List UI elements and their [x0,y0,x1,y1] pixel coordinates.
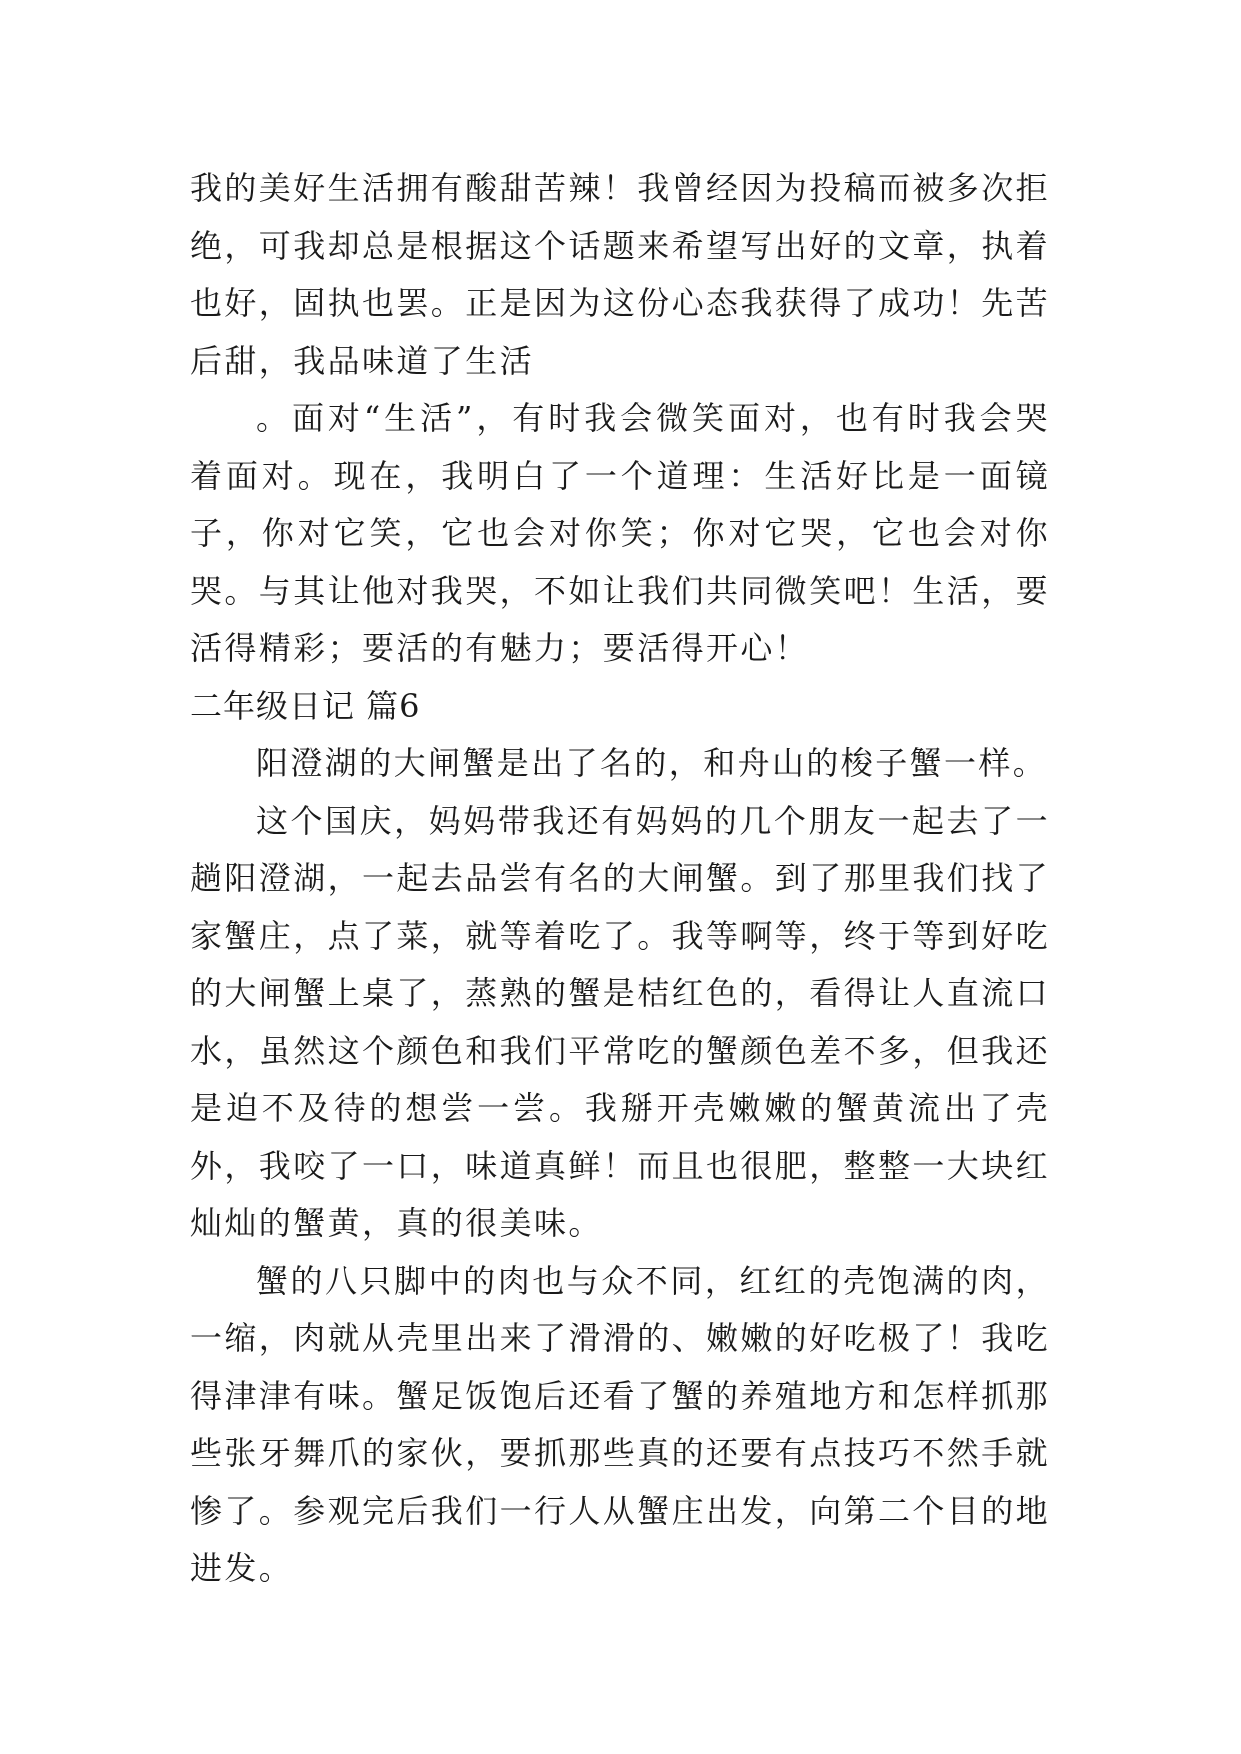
document-body [190,160,1050,1598]
paragraph: 。面对“生活”，有时我会微笑面对，也有时我会哭着面对。现在，我明白了一个道理：生活好比是一面镜子，你对它笑，它也会对你笑；你对它哭，它也会对你哭。与其让他对我哭，不如让我们共同微笑吧！生活，要活得精彩；要活的有魅力；要活得开心！ [190,399,1051,667]
paragraph: 阳澄湖的大闸蟹是出了名的，和舟山的梭子蟹一样。 [256,744,1048,782]
paragraph: 这个国庆，妈妈带我还有妈妈的几个朋友一起去了一趟阳澄湖，一起去品尝有名的大闸蟹。到了那里我们找了家蟹庄，点了菜，就等着吃了。我等啊等，终于等到好吃的大闸蟹上桌了，蒸熟的蟹是桔红色的，看得让人直流口水，虽然这个颜色和我们平常吃的蟹颜色差不多，但我还是迫不及待的想尝一尝。我掰开壳嫩嫩的蟹黄流出了壳外，我咬了一口，味道真鲜！而且也很肥，整整一大块红灿灿的蟹黄，真的很美味。 [190,801,1051,1242]
paragraph: 我的美好生活拥有酸甜苦辣！我曾经因为投稿而被多次拒绝，可我却总是根据这个话题来希望写出好的文章，执着也好，固执也罢。正是因为这份心态我获得了成功！先苦后甜，我品味道了生活 [190,169,1051,380]
section-title: 二年级日记 篇6 [190,686,421,725]
paragraph: 蟹的八只脚中的肉也与众不同，红红的壳饱满的肉，一缩，肉就从壳里出来了滑滑的、嫩嫩的好吃极了！我吃得津津有味。蟹足饭饱后还看了蟹的养殖地方和怎样抓那些张牙舞爪的家伙，要抓那些真的还要有点技巧不然手就惨了。参观完后我们一行人从蟹庄出发，向第二个目的地进发。 [190,1261,1051,1587]
